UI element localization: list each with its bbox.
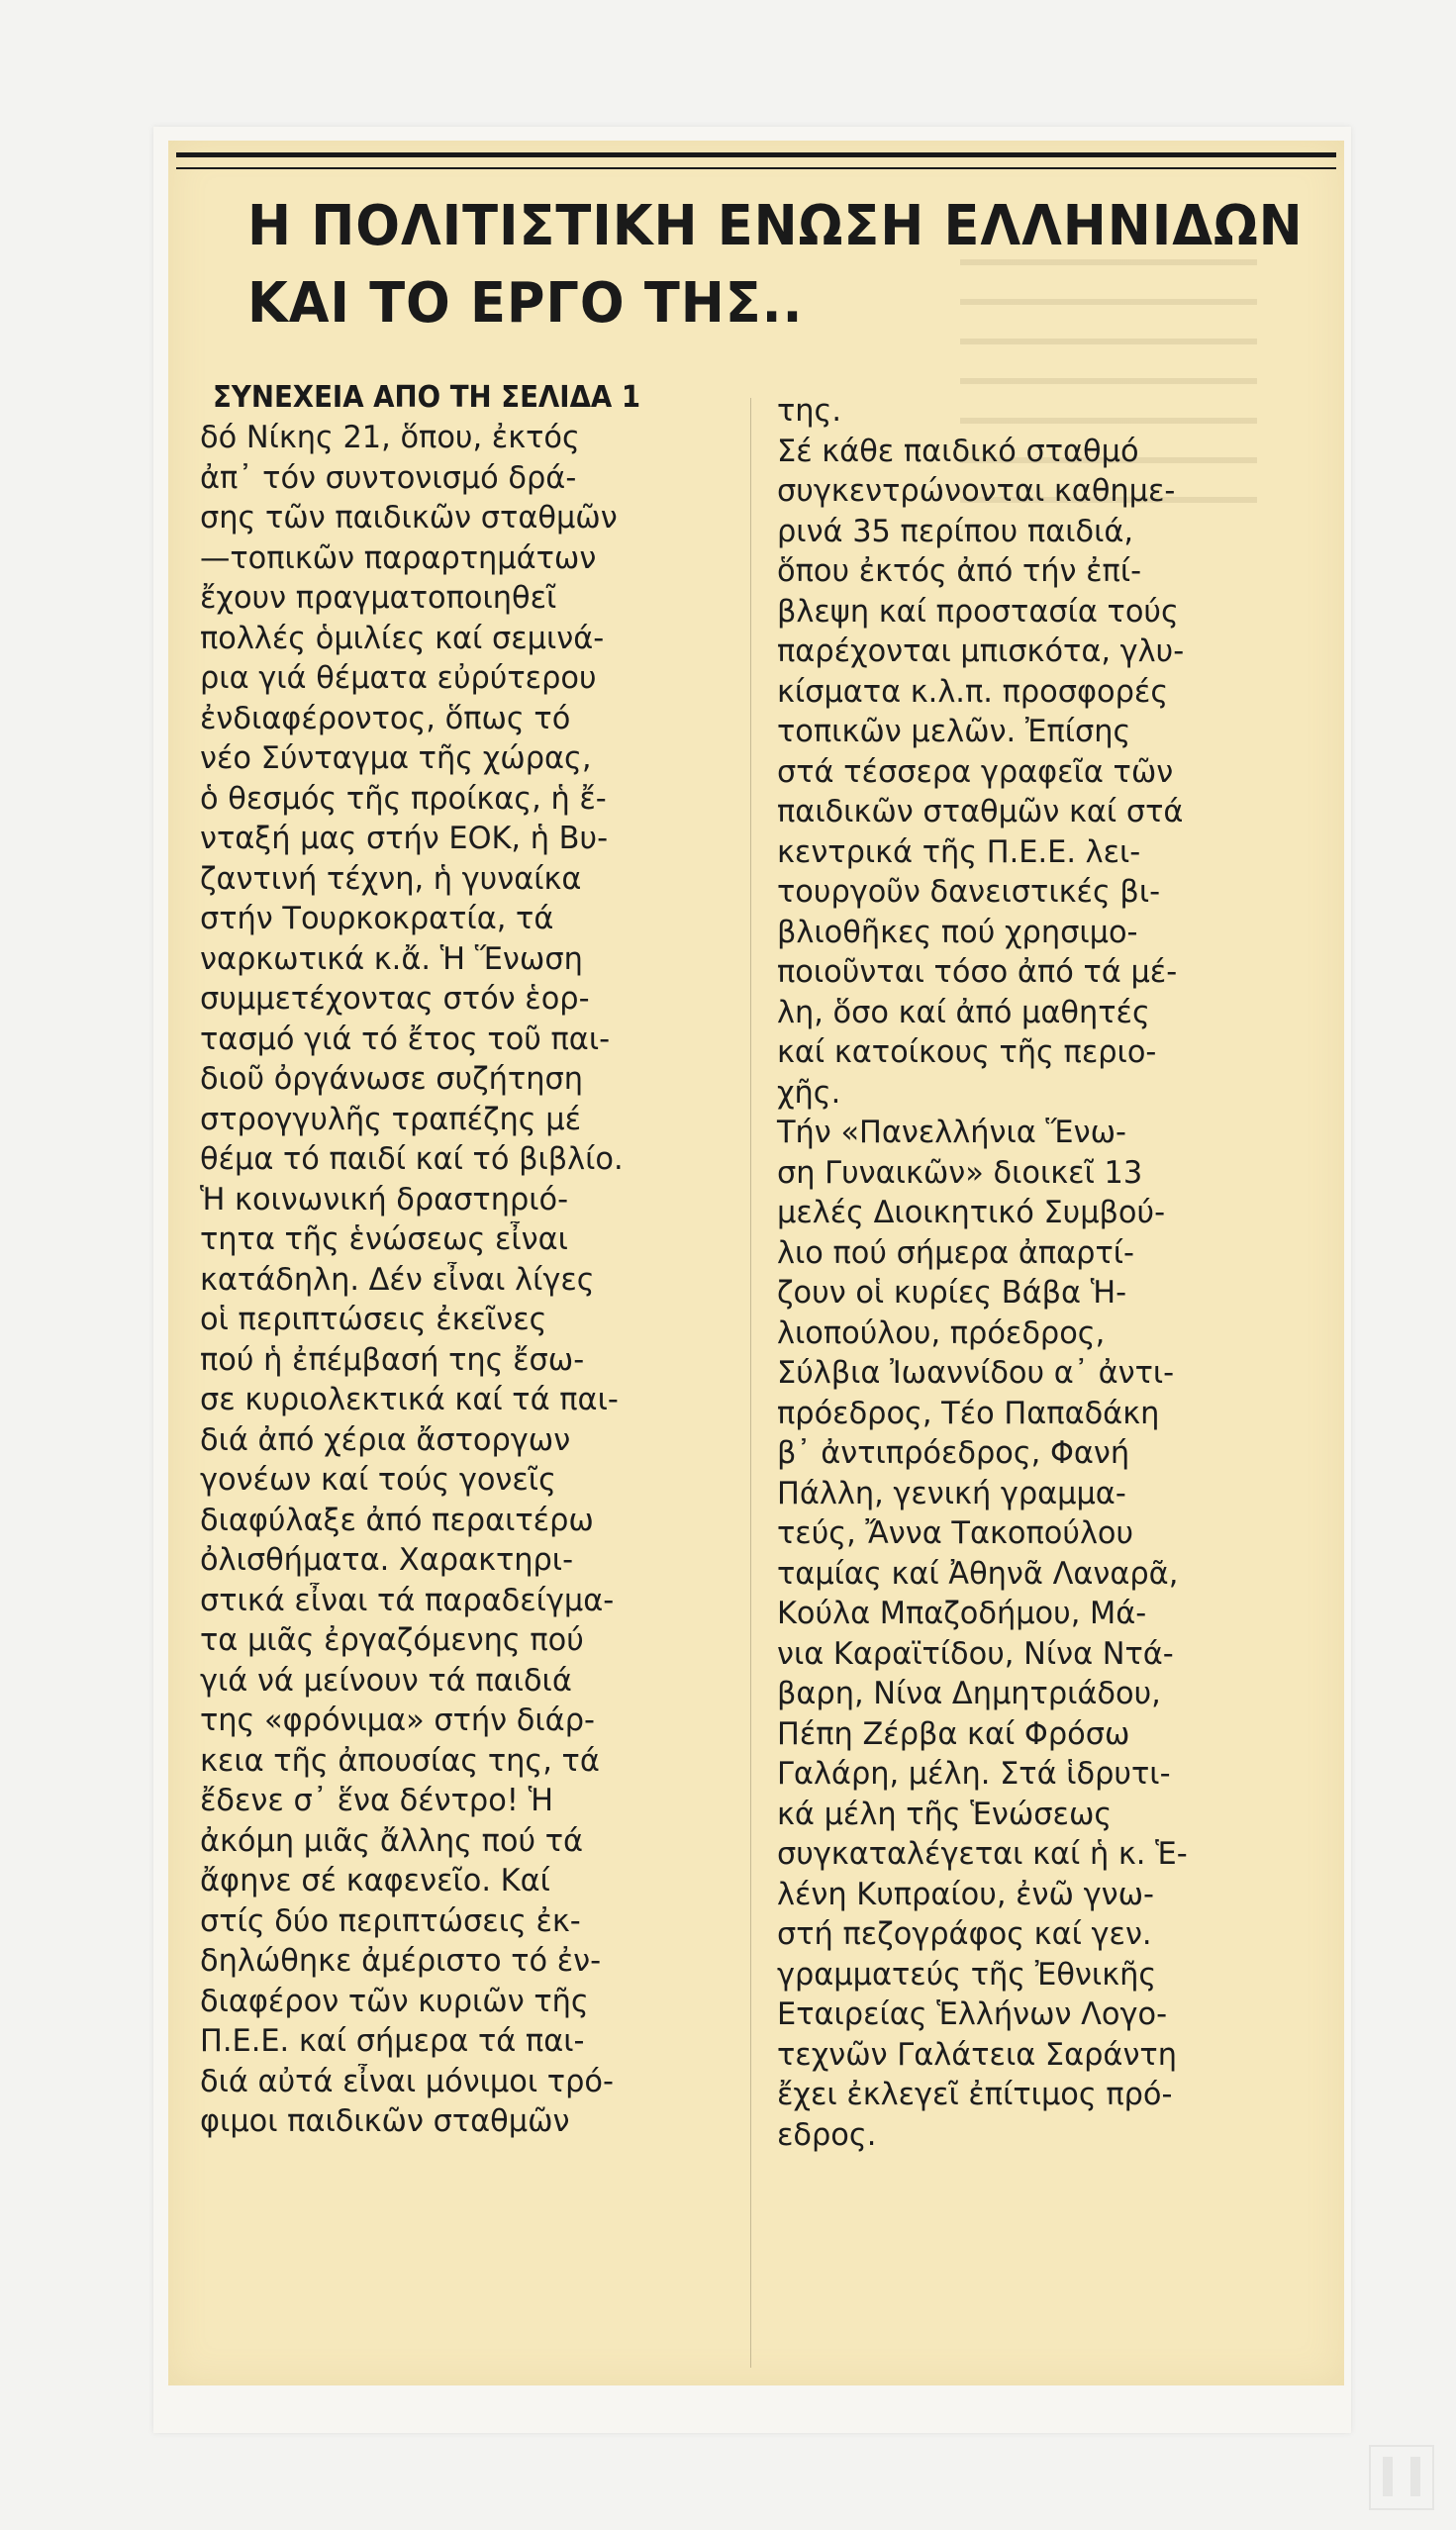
text-line: βλιοθῆκες πού χρησιμο-	[777, 914, 1138, 950]
text-line: στά τέσσερα γραφεῖα τῶν	[777, 753, 1174, 790]
text-line: τεύς, Ἄννα Τακοπούλου	[777, 1515, 1134, 1551]
text-line: διαφέρον τῶν κυριῶν τῆς	[200, 1983, 589, 2019]
text-line: βλεψη καί προστασία τούς	[777, 593, 1179, 630]
text-line: Πέπη Ζέρβα καί Φρόσω	[777, 1715, 1130, 1752]
text-line: χῆς.	[777, 1074, 841, 1111]
text-line: ὅπου ἐκτός ἀπό τήν ἐπί-	[777, 553, 1142, 589]
text-line: ποιοῦνται τόσο ἀπό τά μέ-	[777, 954, 1178, 990]
text-line: τητα τῆς ἑνώσεως εἶναι	[200, 1221, 568, 1257]
text-line: στικά εἶναι τά παραδείγμα-	[200, 1582, 615, 1618]
text-line: εδρος.	[777, 2116, 877, 2153]
text-line: ρια γιά θέματα εὐρύτερου	[200, 660, 597, 696]
text-line: λένη Κυπραίου, ἐνῶ γνω-	[777, 1876, 1154, 1912]
text-line: ζαντινή τέχνη, ἡ γυναίκα	[200, 860, 582, 897]
text-line: γραμματεύς τῆς Ἐθνικῆς	[777, 1956, 1157, 1993]
text-line: νταξή μας στήν ΕΟΚ, ἡ Βυ-	[200, 821, 609, 856]
text-line: πού ἡ ἐπέμβασή της ἔσω-	[200, 1341, 585, 1378]
text-line: ἀκόμη μιᾶς ἄλλης πού τά	[200, 1822, 584, 1859]
text-line: καί κατοίκους τῆς περιο-	[777, 1034, 1157, 1070]
text-line: ζουν οἱ κυρίες Βάβα Ἡ-	[777, 1275, 1127, 1311]
text-line: Εταιρείας Ἑλλήνων Λογο-	[777, 1996, 1168, 2032]
text-line: β᾽ ἀντιπρόεδρος, Φανή	[777, 1435, 1130, 1471]
text-line: Κούλα Μπαζοδήμου, Μά-	[777, 1596, 1147, 1631]
text-line: θέμα τό παιδί καί τό βιβλίο.	[200, 1141, 624, 1177]
text-line: σης τῶν παιδικῶν σταθμῶν	[200, 500, 618, 535]
text-line: τα μιᾶς ἐργαζόμενης πού	[200, 1622, 584, 1658]
text-line: τουργοῦν δανειστικές βι-	[777, 874, 1161, 910]
text-line: διοῦ ὀργάνωσε συζήτηση	[200, 1061, 583, 1097]
text-line: ἀπ᾽ τόν συντονισμό δρά-	[200, 459, 577, 496]
text-line: γιά νά μείνουν τά παιδιά	[200, 1662, 572, 1699]
text-line: λιοπούλου, πρόεδρος,	[777, 1314, 1106, 1351]
text-line: κεια τῆς ἀπουσίας της, τά	[200, 1742, 600, 1779]
article-headline	[247, 188, 1304, 342]
text-line: ση Γυναικῶν» διοικεῖ 13	[777, 1154, 1143, 1191]
text-line: κατάδηλη. Δέν εἶναι λίγες	[200, 1261, 595, 1298]
text-line: τεχνῶν Γαλάτεια Σαράντη	[777, 2036, 1177, 2073]
text-line: Τήν «Πανελλήνια Ἕνω-	[777, 1115, 1126, 1150]
text-line: νέο Σύνταγμα τῆς χώρας,	[200, 740, 592, 776]
text-line: κίσματα κ.λ.π. προσφορές	[777, 673, 1169, 710]
text-line: γονέων καί τούς γονεῖς	[200, 1462, 556, 1498]
text-line: οἱ περιπτώσεις ἐκεῖνες	[200, 1302, 547, 1337]
article-column-right	[777, 391, 1311, 2155]
text-line: νια Καραϊτίδου, Νίνα Ντά-	[777, 1635, 1174, 1672]
text-line: ρινά 35 περίπου παιδιά,	[777, 513, 1134, 549]
headline-line-2: ΚΑΙ ΤΟ ΕΡΓΟ ΤΗΣ..	[247, 271, 804, 336]
text-line: Ἡ κοινωνική δραστηριό-	[200, 1181, 569, 1217]
text-line: Σύλβια Ἰωαννίδου α᾽ ἀντι-	[777, 1355, 1175, 1391]
text-line: της.	[777, 393, 842, 429]
header-rule	[176, 152, 1336, 169]
text-line: κά μέλη τῆς Ἑνώσεως	[777, 1796, 1113, 1832]
text-line: στή πεζογράφος καί γεν.	[777, 1916, 1152, 1952]
text-line: ἔχει ἐκλεγεῖ ἐπίτιμος πρό-	[777, 2077, 1173, 2112]
article-column-left	[200, 418, 734, 2142]
text-line: διά αὐτά εἶναι μόνιμοι τρό-	[200, 2063, 614, 2099]
text-line: σε κυριολεκτικά καί τά παι-	[200, 1382, 619, 1417]
text-line: ἔχουν πραγματοποιηθεῖ	[200, 580, 557, 616]
text-line: της «φρόνιμα» στήν διάρ-	[200, 1703, 595, 1738]
continued-from-label: ΣΥΝΕΧΕΙΑ ΑΠΟ ΤΗ ΣΕΛΙΔΑ 1	[213, 380, 641, 415]
text-line: λιο πού σήμερα ἀπαρτί-	[777, 1234, 1135, 1271]
text-line: τασμό γιά τό ἔτος τοῦ παι-	[200, 1021, 611, 1057]
newspaper-clipping	[168, 141, 1344, 2385]
text-line: ὁ θεσμός τῆς προίκας, ἡ ἔ-	[200, 780, 607, 817]
text-line: ἄφηνε σέ καφενεῖο. Καί	[200, 1863, 550, 1898]
text-line: κεντρικά τῆς Π.Ε.Ε. λει-	[777, 833, 1141, 870]
text-line: συγκεντρώνονται καθημε-	[777, 473, 1176, 509]
text-line: τοπικῶν μελῶν. Ἐπίσης	[777, 714, 1131, 749]
text-line: συμμετέχοντας στόν ἑορ-	[200, 981, 590, 1017]
text-line: λη, ὅσο καί ἀπό μαθητές	[777, 994, 1150, 1030]
text-line: Πάλλη, γενική γραμμα-	[777, 1475, 1126, 1511]
text-line: ὀλισθήματα. Χαρακτηρι-	[200, 1542, 574, 1578]
text-line: στήν Τουρκοκρατία, τά	[200, 901, 554, 936]
text-line: στρογγυλῆς τραπέζης μέ	[200, 1101, 582, 1137]
archive-logo-icon	[1369, 2445, 1434, 2510]
text-line: δηλώθηκε ἀμέριστο τό ἐν-	[200, 1943, 602, 1979]
text-line: πρόεδρος, Τέο Παπαδάκη	[777, 1395, 1160, 1431]
text-line: Γαλάρη, μέλη. Στά ἱδρυτι-	[777, 1756, 1171, 1792]
headline-line-1: Η ΠΟΛΙΤΙΣΤΙΚΗ ΕΝΩΣΗ ΕΛΛΗΝΙΔΩΝ	[247, 194, 1304, 258]
text-line: παρέχονται μπισκότα, γλυ-	[777, 633, 1185, 669]
text-line: διά ἀπό χέρια ἄστοργων	[200, 1421, 571, 1458]
text-line: ἐνδιαφέροντος, ὅπως τό	[200, 700, 571, 736]
text-line: συγκαταλέγεται καί ἡ κ. Ἑ-	[777, 1836, 1188, 1872]
text-line: φιμοι παιδικῶν σταθμῶν	[200, 2103, 570, 2139]
text-line: πολλές ὁμιλίες καί σεμινά-	[200, 620, 605, 656]
text-line: ναρκωτικά κ.ἄ. Ἡ Ἕνωση	[200, 940, 583, 977]
text-line: παιδικῶν σταθμῶν καί στά	[777, 794, 1184, 829]
text-line: Σέ κάθε παιδικό σταθμό	[777, 433, 1139, 469]
text-line: διαφύλαξε ἀπό περαιτέρω	[200, 1502, 594, 1538]
text-line: μελές Διοικητικό Συμβού-	[777, 1195, 1166, 1230]
text-line: ταμίας καί Ἀθηνᾶ Λαναρᾶ,	[777, 1555, 1179, 1592]
text-line: βαρη, Νίνα Δημητριάδου,	[777, 1676, 1161, 1711]
text-line: —τοπικῶν παραρτημάτων	[200, 539, 597, 576]
text-line: Π.Ε.Ε. καί σήμερα τά παι-	[200, 2023, 585, 2059]
text-line: στίς δύο περιπτώσεις ἐκ-	[200, 1902, 581, 1939]
text-line: δό Νίκης 21, ὅπου, ἐκτός	[200, 420, 580, 455]
text-line: ἔδενε σ᾽ ἕνα δέντρο! Ἡ	[200, 1783, 554, 1818]
column-divider	[750, 398, 751, 2368]
